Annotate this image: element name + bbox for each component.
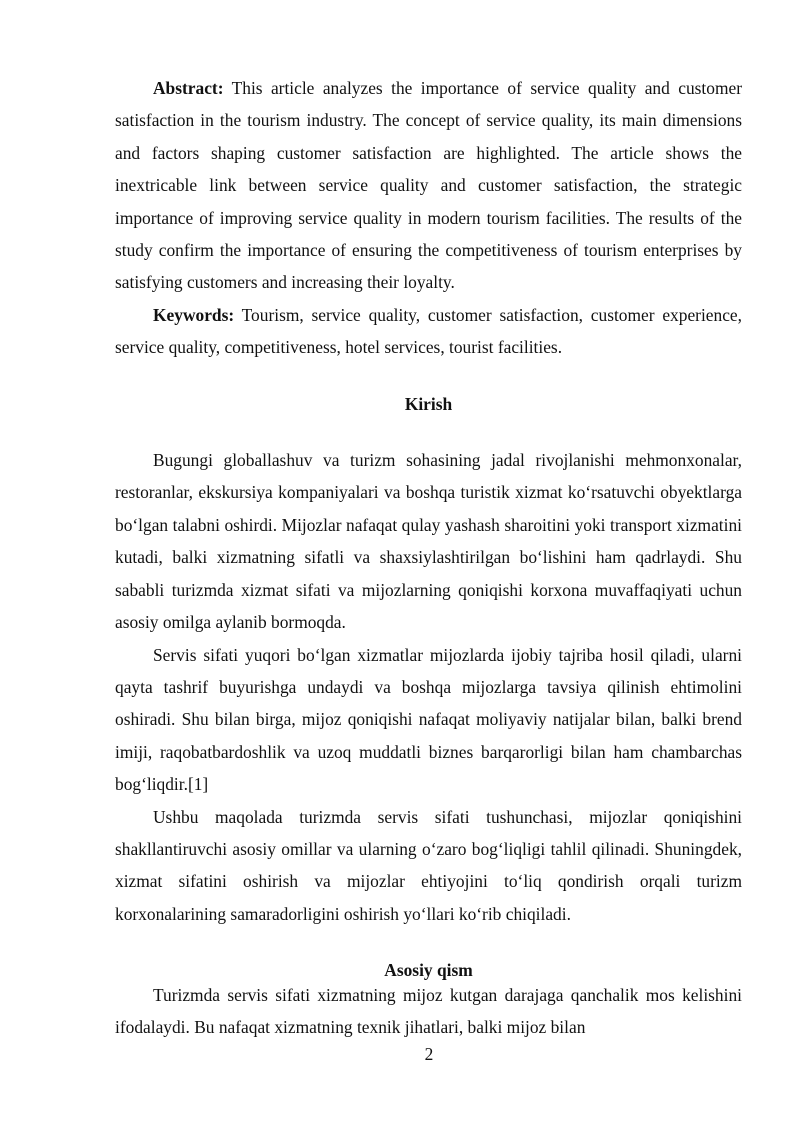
intro-paragraph-1: Bugungi globallashuv va turizm sohasining jadal rivojlanishi mehmonxonalar, restoranlar, ekskursiya kompaniyalari va boshqa turistik xizmat koʻrsatuvchi obyektlarga boʻlgan talabni oshirdi. Mijozlar nafaqat qulay yashash sharoitini yoki transport xizmatini kutadi, balki xizmatning sifatli va shaxsiylashtirilgan boʻlishini ham qadrlaydi. Shu sababli turizmda xizmat sifati va mijozlarning qoniqishi korxona muvaffaqiyati uchun asosiy omilga aylanib bormoqda. (115, 450, 742, 633)
keywords-text: Tourism, service quality, customer satisfaction, customer experience, service quality, competitiveness, hotel services, tourist facilities. (115, 304, 742, 358)
document-page (115, 72, 742, 1043)
abstract-label: Abstract: (153, 78, 224, 98)
abstract-paragraph (115, 72, 742, 299)
section-heading-kirish: Kirish (404, 393, 453, 414)
intro-paragraph-3: Ushbu maqolada turizmda servis sifati tushunchasi, mijozlar qoniqishini shakllantiruvchi asosiy omillar va ularning oʻzaro bogʻliqligi tahlil qilinadi. Shuningdek, xizmat sifatini oshirish va mijozlar ehtiyojini toʻliq qondirish orqali turizm korxonalarining samaradorligini oshirish yoʻllari koʻrib chiqiladi. (115, 806, 742, 924)
keywords-paragraph (115, 299, 742, 364)
keywords-label: Keywords: (153, 304, 235, 325)
abstract-text: This article analyzes the importance of service quality and customer satisfaction in the tourism industry. The concept of service quality, its main dimensions and factors shaping customer satisfaction are highlighted. The article shows the inextricable link between service quality and customer satisfaction, the strategic importance of improving service quality in modern tourism facilities. The results of the study confirm the importance of ensuring the competitiveness of tourism enterprises by satisfying customers and increasing their loyalty. (115, 78, 742, 293)
page-number: 2 (424, 1044, 434, 1064)
intro-paragraph-2: Servis sifati yuqori boʻlgan xizmatlar mijozlarda ijobiy tajriba hosil qiladi, ularni qayta tashrif buyurishga undaydi va boshqa mijozlarga tavsiya qilinish ehtimolini oshiradi. Shu bilan birga, mijoz qoniqishi nafaqat moliyaviy natijalar bilan, balki brend imiji, raqobatbardoshlik va uzoq muddatli biznes barqarorligi bilan ham chambarchas bogʻliqdir.[1] (115, 644, 742, 795)
main-paragraph-1: Turizmda servis sifati xizmatning mijoz kutgan darajaga qanchalik mos kelishini ifodalaydi. Bu nafaqat xizmatning texnik jihatlari, balki mijoz bilan (115, 984, 742, 1037)
section-heading-asosiy-qism: Asosiy qism (384, 960, 473, 981)
